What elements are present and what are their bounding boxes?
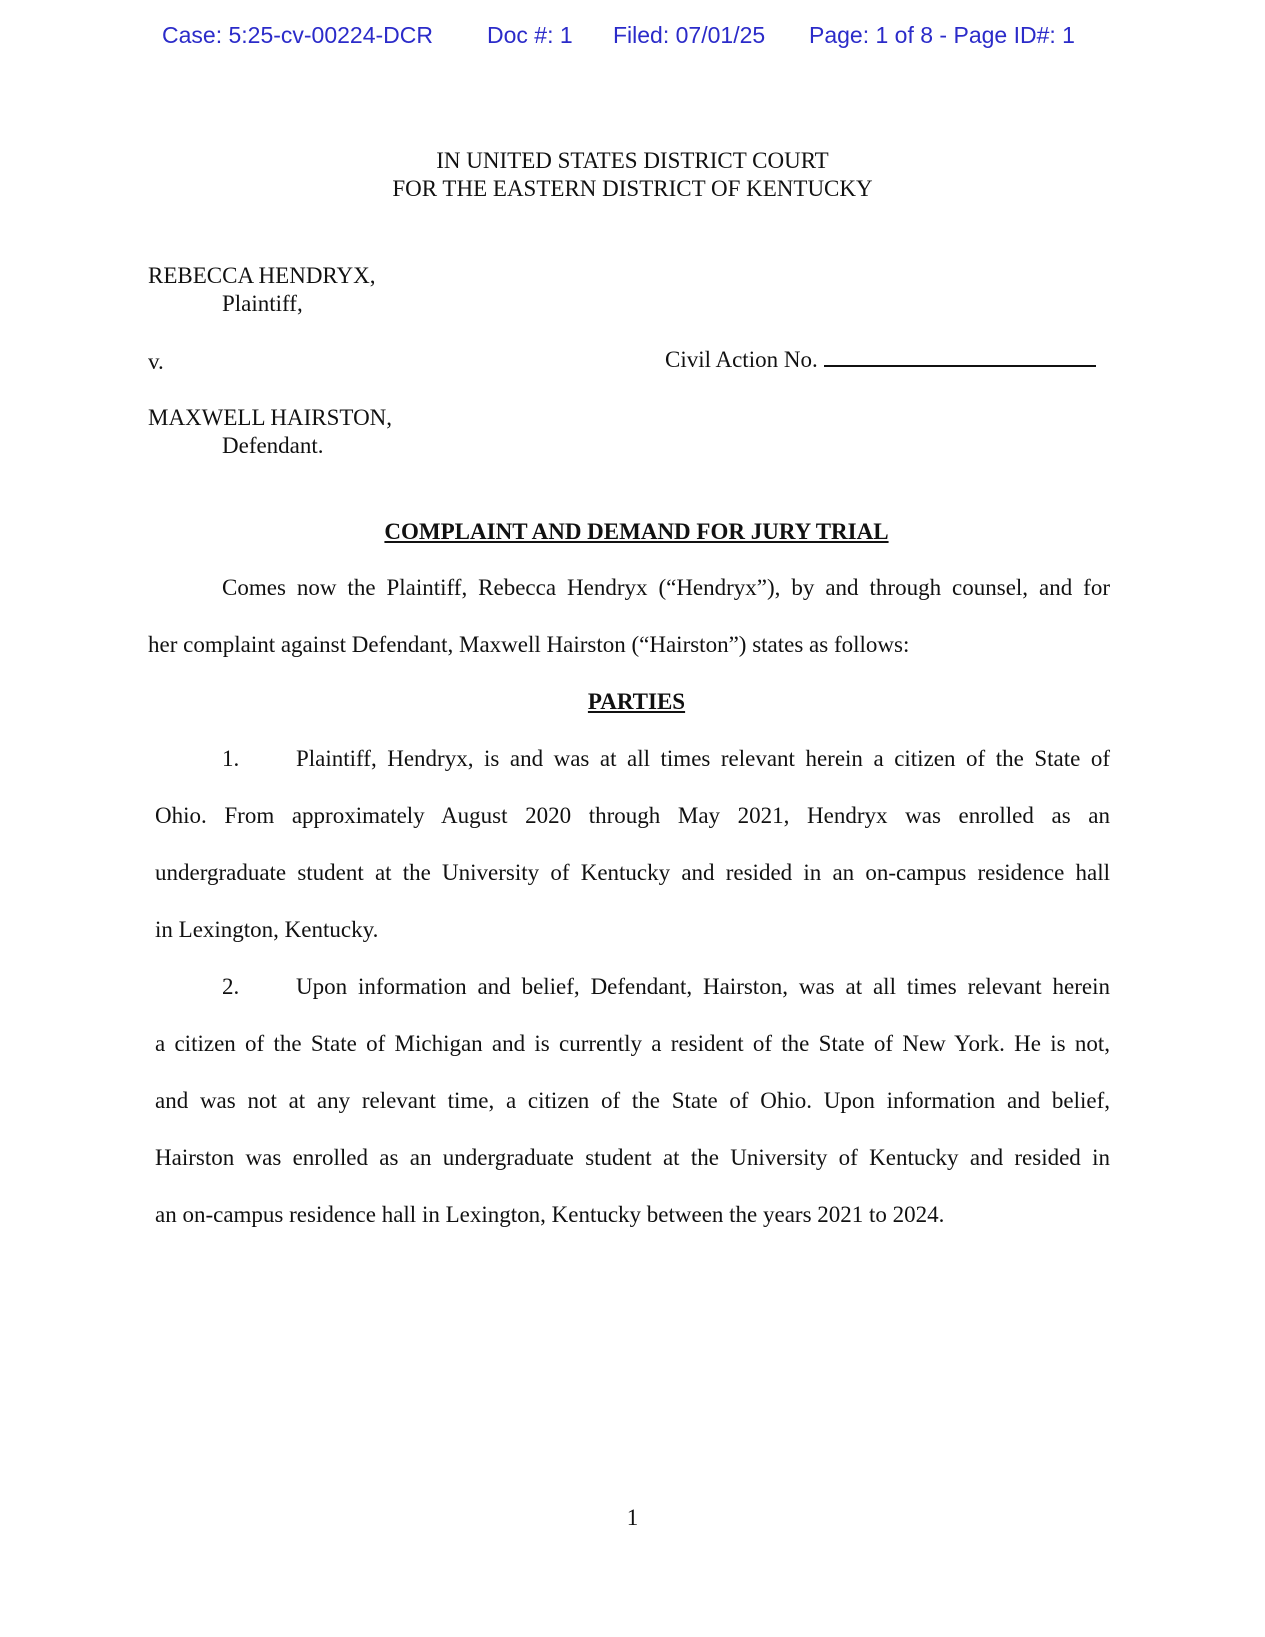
ecf-filed-date: Filed: 07/01/25 <box>613 22 766 48</box>
ecf-page-id: Page: 1 of 8 - Page ID#: 1 <box>809 22 1075 48</box>
paragraph-1-line-2: Ohio. From approximately August 2020 through May 2021, Hendryx was enrolled as an <box>155 803 1110 828</box>
page-number: 1 <box>626 1505 639 1530</box>
paragraph-1-line-3: undergraduate student at the University of Kentucky and resided in an on-campus residence hall <box>155 860 1110 885</box>
paragraph-1-line-4: in Lexington, Kentucky. <box>155 917 379 942</box>
defendant-name: MAXWELL HAIRSTON, <box>148 405 393 430</box>
court-name-line-2: FOR THE EASTERN DISTRICT OF KENTUCKY <box>392 176 873 201</box>
ecf-case-number: Case: 5:25-cv-00224-DCR <box>162 22 434 48</box>
plaintiff-name: REBECCA HENDRYX, <box>148 263 376 288</box>
court-name-line-1: IN UNITED STATES DISTRICT COURT <box>436 148 829 173</box>
civil-action-blank-line <box>824 345 1096 367</box>
civil-action-field <box>665 345 1096 374</box>
ecf-filing-header <box>0 22 1265 54</box>
civil-action-label: Civil Action No. <box>665 347 818 372</box>
court-name <box>0 147 1265 203</box>
paragraph-2-number: 2. <box>222 974 240 999</box>
paragraph-1-number: 1. <box>222 746 240 771</box>
paragraph-2-line-5: an on-campus residence hall in Lexington, Kentucky between the years 2021 to 2024. <box>155 1202 945 1227</box>
paragraph-1-line-1: Plaintiff, Hendryx, is and was at all times relevant herein a citizen of the State of <box>296 746 1110 771</box>
intro-line-2: her complaint against Defendant, Maxwell Hairston (“Hairston”) states as follows: <box>148 632 910 657</box>
paragraph-2-line-2: a citizen of the State of Michigan and is currently a resident of the State of New York. He is not, <box>155 1031 1110 1056</box>
intro-line-1: Comes now the Plaintiff, Rebecca Hendryx (“Hendryx”), by and through counsel, and for <box>222 575 1110 600</box>
versus-label: v. <box>148 349 164 374</box>
ecf-doc-number: Doc #: 1 <box>487 22 573 48</box>
paragraph-2-line-4: Hairston was enrolled as an undergraduate student at the University of Kentucky and resided in <box>155 1145 1110 1170</box>
parties-heading: PARTIES <box>587 689 686 714</box>
document-title: COMPLAINT AND DEMAND FOR JURY TRIAL <box>384 519 889 544</box>
defendant-role: Defendant. <box>222 433 324 458</box>
paragraph-2-line-1: Upon information and belief, Defendant, Hairston, was at all times relevant herein <box>296 974 1110 999</box>
paragraph-2-line-3: and was not at any relevant time, a citizen of the State of Ohio. Upon information and belief, <box>155 1088 1110 1113</box>
plaintiff-role: Plaintiff, <box>222 291 303 316</box>
